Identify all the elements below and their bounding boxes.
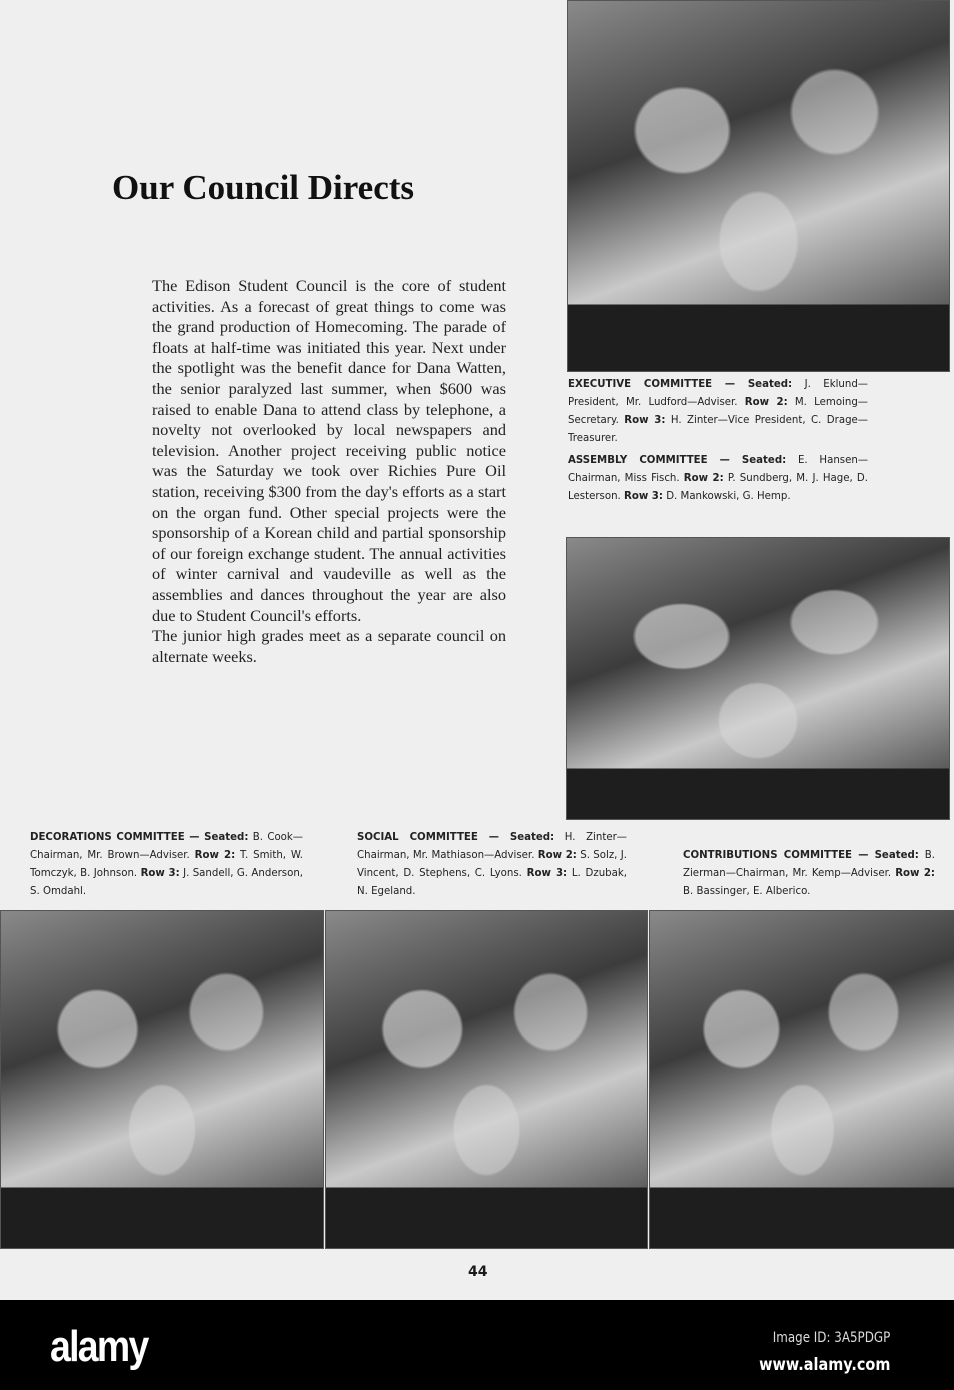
caption-text: L. Dzubak, N. Egeland. [357,868,627,897]
caption-row-label: Row 2: [895,868,936,879]
image-id: Image ID: 3A5PDGP [772,1330,890,1346]
alamy-logo: alamy [50,1322,148,1371]
caption-text: S. Solz, J. Vincent, D. Stephens, C. Lyons. [357,850,628,879]
assembly-committee-photo [566,537,950,820]
decorations-committee-photo [0,910,324,1249]
executive-committee-caption [568,376,868,448]
caption-row-label: Row 2: [194,850,236,861]
caption-row-label: Row 2: [683,473,724,484]
caption-text: B. Cook—Chairman, Mr. Brown—Adviser. [30,832,303,861]
decorations-committee-caption [30,829,303,901]
caption-text: J. Sandell, G. Anderson, S. Omdahl. [30,868,304,897]
caption-row-label: Row 3: [624,415,666,426]
caption-row-label: Row 3: [624,491,663,502]
social-committee-caption [357,829,627,901]
caption-row-label: Row 2: [537,850,577,861]
social-committee-photo [325,910,648,1249]
caption-heading: EXECUTIVE COMMITTEE — Seated: [568,379,793,390]
caption-heading: CONTRIBUTIONS COMMITTEE — Seated: [683,850,919,861]
site-link[interactable]: www.alamy.com [758,1355,890,1375]
caption-text: J. Eklund—President, Mr. Ludford—Adviser. [568,379,868,408]
contributions-committee-caption [683,847,935,901]
assembly-committee-caption [568,452,868,506]
caption-heading: SOCIAL COMMITTEE — Seated: [357,832,555,843]
caption-text: B. Zierman—Chairman, Mr. Kemp—Adviser. [683,850,935,879]
caption-text: P. Sundberg, M. J. Hage, D. Lesterson. [568,473,868,502]
caption-text: T. Smith, W. Tomczyk, B. Johnson. [30,850,303,879]
caption-text: M. Lemoing—Secretary. [568,397,868,426]
caption-row-label: Row 3: [140,868,180,879]
caption-text: B. Bassinger, E. Alberico. [683,886,811,897]
caption-row-label: Row 2: [744,397,788,408]
caption-text: E. Hansen—Chairman, Miss Fisch. [568,455,869,484]
caption-heading: ASSEMBLY COMMITTEE — Seated: [568,455,787,466]
executive-committee-photo [567,0,950,372]
page-number: 44 [468,1264,488,1280]
caption-row-label: Row 3: [526,868,568,879]
page-title: Our Council Directs [112,168,415,207]
body-paragraph: The junior high grades meet as a separate council on alternate weeks. [152,626,506,666]
caption-text: H. Zinter—Chairman, Mr. Mathiason—Adviser. [357,832,627,861]
body-text [152,276,506,667]
caption-heading: DECORATIONS COMMITTEE — Seated: [30,832,249,843]
contributions-committee-photo [649,910,954,1249]
body-paragraph: The Edison Student Council is the core of student activities. As a forecast of great things to come was the grand production of Homecoming. The parade of floats at half-time was initiated this year. Next under the spotlight was the benefit dance for Dana Watten, the senior paralyzed last summer, when $600 was raised to enable Dana to attend class by telephone, a novelty not overlooked by local newspapers and television. Another project receiving public notice was the Saturday we took over Richies Pure Oil station, receiving $300 from the day's efforts as a start on the organ fund. Other special projects were the sponsorship of a Korean child and partial sponsorship of our foreign exchange student. The annual activities of winter carnival and vaudeville as well as the assemblies and dances throughout the year are also due to Student Council's efforts. [152,276,506,625]
caption-text: D. Mankowski, G. Hemp. [662,491,791,502]
caption-text: H. Zinter—Vice President, C. Drage—Treasurer. [568,415,868,444]
